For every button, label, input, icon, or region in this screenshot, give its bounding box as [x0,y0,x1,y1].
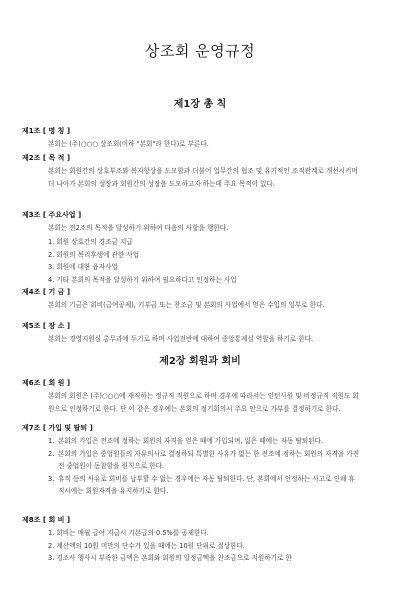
article-4-body: 본회의 기금은 회비(급여공제), 기부금 또는 찬조금 및 본회의 사업에서 얻은 수입의 잉부로 한다. [48,301,325,309]
chapter-1-heading: 제1장 총 칙 [173,99,227,110]
article-8-heading: 제8조 [ 회 비 ] [22,516,71,524]
article-8-list [48,527,368,565]
list-text: 휴직 등의 사유로 회비를 납부할 수 없는 경우에는 자동 탈퇴한다. 단, 본회에서 인정하는 사고로 인해 휴직시에는 회원자격을 유지하기로 한다. [58,474,355,495]
list-item [48,473,360,498]
list-item [48,435,360,448]
list-number: 3. [48,474,55,483]
article-3-intro: 본회는 전2조의 목적을 달성하기 위하여 다음의 사항을 행한다. [48,224,229,232]
list-text: 본회의 가입은 전조에 정하는 회원의 자격을 얻은 때에 가입되며, 잃은 때에는 자동 탈퇴된다. [58,437,324,445]
list-text: 본회의 가입은 중업원들의 자유의사로 결정하되 특별한 사유가 없는 한 전조에 정하는 회원의 자격을 가진 전 중업원이 동참함을 원칙으로 한다. [58,449,360,470]
article-2-body: 본회는 회원간의 상호부조와 복지향상을 도모함과 더불어 업무간의 협조 및 유기적인 조직관계로 개선시키며 더 나아가 본회의 성장과 회원간의 성장을 도모하고자 하는데 주요 목적이 있다. [48,167,358,188]
article-6-heading: 제6조 [ 회 원 ] [22,379,71,387]
article-1-heading: 제1조 [ 명 칭 ] [22,127,71,135]
list-item: 2. 회원의 복리후생에 관한 사업 [48,250,140,259]
list-item: 1. 회원 상호간의 경조금 지급 [48,238,133,246]
article-1-body: 본회는 (주)○○○ 상조회(이하 "본회"라 한다)로 부른다. [48,140,209,148]
list-item: 4. 기타 본회의 목적을 달성하기 위하여 필요하다고 인정하는 사업 [48,275,237,284]
article-2-heading: 제2조 [ 목 적 ] [22,154,71,162]
article-3-heading: 제3조 [ 주요사업 ] [22,211,82,219]
article-7-list [48,435,360,498]
list-item: 3. 회원에 대한 융자사업 [48,263,118,271]
article-5-heading: 제5조 [ 장 소 ] [22,322,71,330]
list-item: 2. 계산액의 10원 미만의 단수가 있을 때에는 10원 단위로 절상한다. [48,541,245,550]
list-item: 3. 경조사 행사시 부족한 금액은 본회와 회원의 일정금액을 찬조금으로 지원하기로 한 [48,554,292,562]
document-title: 상조회 운영규정 [144,42,256,60]
list-number: 2. [48,449,55,458]
article-5-body: 본회는 경영지원실 총무과에 두기로 하며 사업전반에 대하여 중앙통제실 역할을 하기로 한다. [48,335,314,343]
chapter-2-heading: 제2장 회원과 회비 [159,356,241,367]
article-4-heading: 제4조 [ 기 금 ] [22,288,71,296]
list-number: 1. [48,437,55,445]
article-3-list [48,236,368,286]
article-6-body: 본회의 회원은 (주)○○○에 재직하는 정규직 직원으로 하며 경우에 따라서는 인턴사원 및 비정규직 직원도 회원으로 인정하기로 한다. 단 이 같은 경우에는 본회의 정기회의시 주요 안으로 가부를 결정하기로 한다. [48,392,359,413]
list-item [48,448,360,473]
list-item: 1. 회비는 매월 급여 지급시 기본급의 0.5%를 공제한다. [48,529,209,537]
article-7-heading: 제7조 [ 가입 및 탈퇴 ] [22,424,93,432]
